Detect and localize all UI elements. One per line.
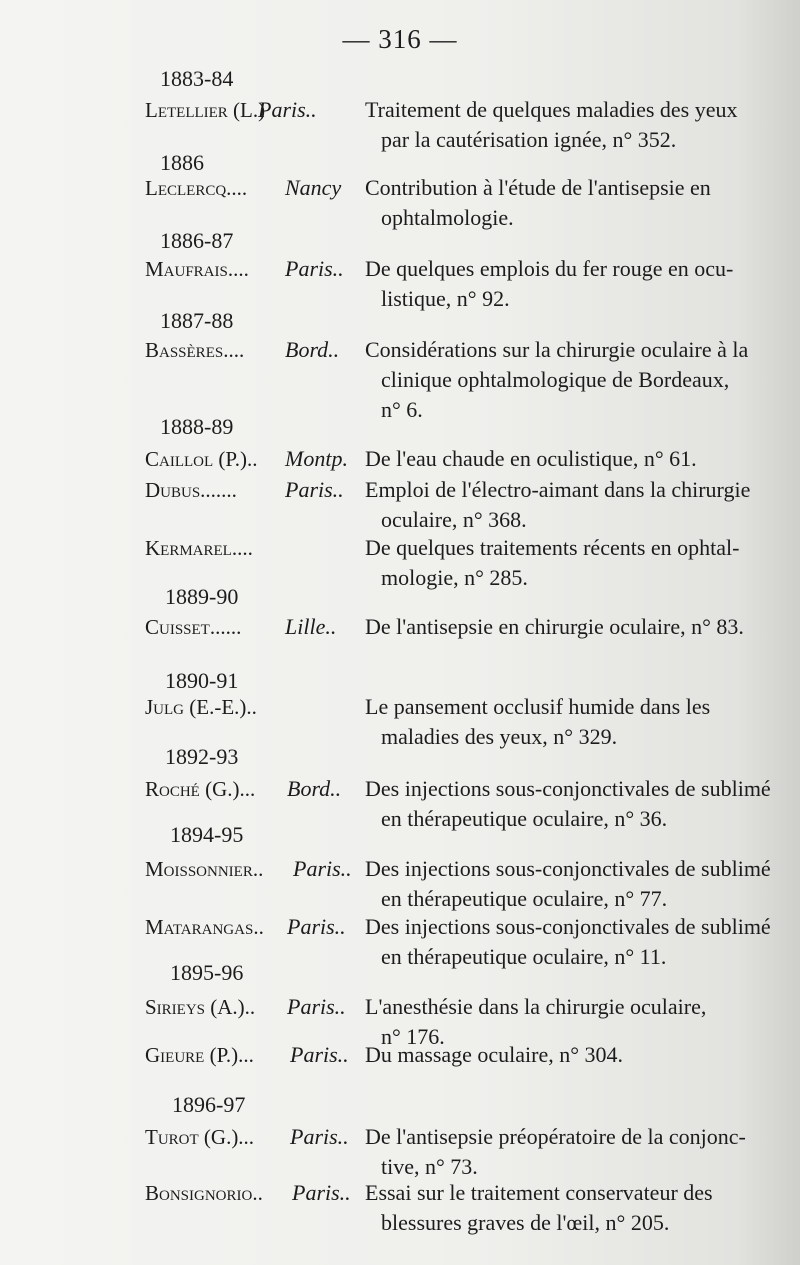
entry-title-line: clinique ophtalmologique de Bordeaux, <box>381 367 730 392</box>
entry-title-line: en thérapeutique oculaire, n° 36. <box>381 806 668 831</box>
entry-city: Paris.. <box>287 994 346 1019</box>
entry-title-line: De quelques traitements récents en ophtal- <box>365 535 740 560</box>
year-heading: 1883-84 <box>160 66 234 91</box>
entry-title-line: tive, n° 73. <box>381 1154 478 1179</box>
entry-title-line: L'anesthésie dans la chirurgie oculaire, <box>365 994 707 1019</box>
entry-title-line: Contribution à l'étude de l'antisepsie en <box>365 175 711 200</box>
entry-title-line: par la cautérisation ignée, n° 352. <box>381 127 677 152</box>
year-heading: 1887-88 <box>160 308 234 333</box>
entry-title-line: en thérapeutique oculaire, n° 11. <box>381 944 667 969</box>
entry-author: Matarangas.. <box>145 915 264 939</box>
entry-title-line: Emploi de l'électro-aimant dans la chirurgie <box>365 477 751 502</box>
entry-city: Bord.. <box>285 337 340 362</box>
entry-title-line: Essai sur le traitement conservateur des <box>365 1180 713 1205</box>
entry-author: Gieure (P.)... <box>145 1043 254 1067</box>
year-heading: 1892-93 <box>165 744 239 769</box>
entry-city: Paris.. <box>292 1180 351 1205</box>
entry-title-line: maladies des yeux, n° 329. <box>381 724 618 749</box>
entry-city: Paris.. <box>285 256 344 281</box>
entry-title-line: Traitement de quelques maladies des yeux <box>365 97 738 122</box>
entry-city: Paris.. <box>290 1042 349 1067</box>
entry-author: Moissonnier.. <box>145 857 264 881</box>
entry-author: Julg (E.-E.).. <box>145 695 257 719</box>
entry-title-line: Des injections sous-conjonctivales de sublimé <box>365 914 771 939</box>
entry-author: Turot (G.)... <box>145 1125 255 1149</box>
entry-title-line: en thérapeutique oculaire, n° 77. <box>381 886 668 911</box>
entry-city: Paris.. <box>285 477 344 502</box>
year-heading: 1889-90 <box>165 584 239 609</box>
entry-city: Nancy <box>285 175 342 200</box>
entry-title-line: De l'antisepsie préopératoire de la conjonc- <box>365 1124 746 1149</box>
entry-title-line: Le pansement occlusif humide dans les <box>365 694 711 719</box>
year-heading: 1890-91 <box>165 668 239 693</box>
entry-title-line: n° 176. <box>381 1024 445 1049</box>
year-heading: 1894-95 <box>170 822 244 847</box>
entry-title-line: Des injections sous-conjonctivales de sublimé <box>365 856 771 881</box>
entry-title-line: mologie, n° 285. <box>381 565 528 590</box>
entry-title-line: Considérations sur la chirurgie oculaire à la <box>365 337 749 362</box>
entry-title-line: blessures graves de l'œil, n° 205. <box>381 1210 670 1235</box>
page-number: — 316 — <box>342 24 458 54</box>
entry-city: Paris.. <box>290 1124 349 1149</box>
entry-author: Bassères.... <box>145 338 245 362</box>
entry-title-line: Du massage oculaire, n° 304. <box>365 1042 624 1067</box>
entry-author: Sirieys (A.).. <box>145 995 256 1019</box>
entry-author: Caillol (P.).. <box>145 447 258 471</box>
entry-title-line: De l'eau chaude en oculistique, n° 61. <box>365 446 697 471</box>
entry-city: Paris.. <box>287 914 346 939</box>
entry-city: Bord.. <box>287 776 342 801</box>
entry-title-line: oculaire, n° 368. <box>381 507 527 532</box>
entry-title-line: ophtalmologie. <box>381 205 514 230</box>
entry-city: Paris.. <box>258 97 317 122</box>
entry-author: Dubus....... <box>145 478 237 502</box>
entry-title-line: De quelques emplois du fer rouge en ocu- <box>365 256 734 281</box>
entry-author: Leclercq.... <box>145 176 248 200</box>
entry-author: Kermarel.... <box>145 536 253 560</box>
entry-title-line: De l'antisepsie en chirurgie oculaire, n° 83. <box>365 614 744 639</box>
entry-title-line: listique, n° 92. <box>381 286 510 311</box>
entry-author: Bonsignorio.. <box>145 1181 263 1205</box>
year-heading: 1896-97 <box>172 1092 246 1117</box>
entry-city: Montp. <box>285 446 348 471</box>
year-heading: 1886-87 <box>160 228 234 253</box>
year-heading: 1888-89 <box>160 414 234 439</box>
entry-author: Cuisset...... <box>145 615 242 639</box>
entry-title-line: Des injections sous-conjonctivales de sublimé <box>365 776 771 801</box>
year-heading: 1895-96 <box>170 960 244 985</box>
entry-city: Lille.. <box>285 614 337 639</box>
entry-city: Paris.. <box>293 856 352 881</box>
entry-author: Letellier (L.) <box>145 98 266 122</box>
entry-author: Roché (G.)... <box>145 777 256 801</box>
year-heading: 1886 <box>160 150 204 175</box>
entry-title-line: n° 6. <box>381 397 423 422</box>
entry-author: Maufrais.... <box>145 257 249 281</box>
